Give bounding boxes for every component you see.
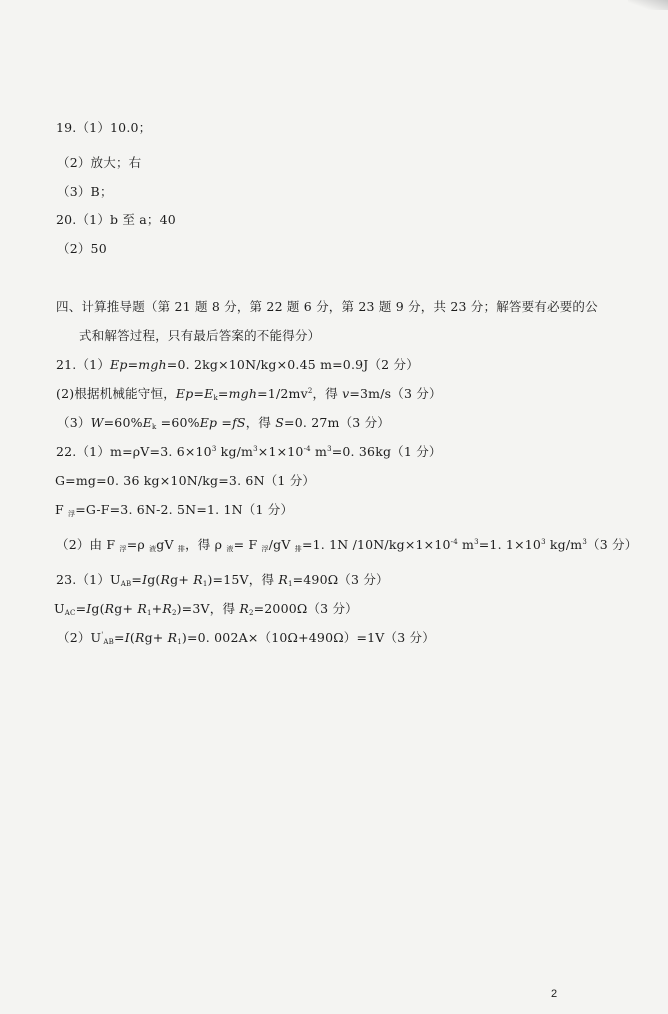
answer-23-2: $(2)U'_{AB}=I(Rg+ R_1)=0$. 002A×（10Ω+490Ω）=1V（3 分）: [57, 630, 435, 646]
page-number: 2: [551, 988, 558, 1000]
answer-21-1: 21.（1）Ep=mgh=0. 2kg×10N/kg×0.45 m=0.9J（2 分）: [56, 357, 419, 372]
section-4-heading-cont: 式和解答过程，只有最后答案的不能得分）: [79, 328, 321, 343]
answer-19-1: 19.（1）10.0；: [56, 120, 152, 135]
answer-22-1: 22.（1）m=ρV=3. $6\times 10^3$ $kg/m^3\times 1\times 10^{-4}$ $m^3=0$. 36kg（1 分）: [56, 444, 442, 459]
answer-23-1: $23.(1)U_{AB}=Ig(Rg+ R_1)=15V$，得 $R_1=490\Omega(3$ 分）: [56, 572, 389, 588]
answer-22-gravity: G=mg=0. 36 kg×10N/kg=3. 6N（1 分）: [55, 473, 316, 488]
section-4-heading: 四、计算推导题（第 21 题 8 分，第 22 题 6 分，第 23 题 9 分，共 23 分；解答要有必要的公: [56, 299, 598, 314]
answer-21-3: $(3)W=60\%E_k =60\%Ep =fS$，得 S=0. 27m（3 分）: [57, 415, 390, 431]
answer-20-1: 20.（1）b 至 a；40: [56, 212, 176, 227]
answer-21-2: (2)根据机械能守恒，$Ep=E_k=mgh=1/2mv^2$，得 v=3m/s（3 分）: [56, 386, 442, 402]
answer-22-buoyancy: F $_浮$=G-F=3. 6N-2. 5N=1. 1N（1 分）: [55, 502, 294, 518]
answer-22-2: （2）由 F $_浮$=ρ $_液$gV $_排$，得 ρ $_液$= F $_浮$/gV $_排$=1. 1N $/10N/kg\times 1\times 10^{-4}$ $m^3=1$. $1\times 10^3$ $kg/m^3(3$ 分）: [56, 537, 638, 553]
answer-23-1-ac: $U_{AC}=Ig(Rg+ R_1+R_2)=3V$，得 $R_2=2000\Omega(3$ 分）: [54, 601, 358, 617]
answer-20-2: （2）50: [57, 241, 107, 256]
answer-19-2: （2）放大；右: [57, 155, 142, 170]
scan-corner-shadow: [628, 0, 668, 10]
answer-19-3: （3）B；: [57, 184, 113, 199]
